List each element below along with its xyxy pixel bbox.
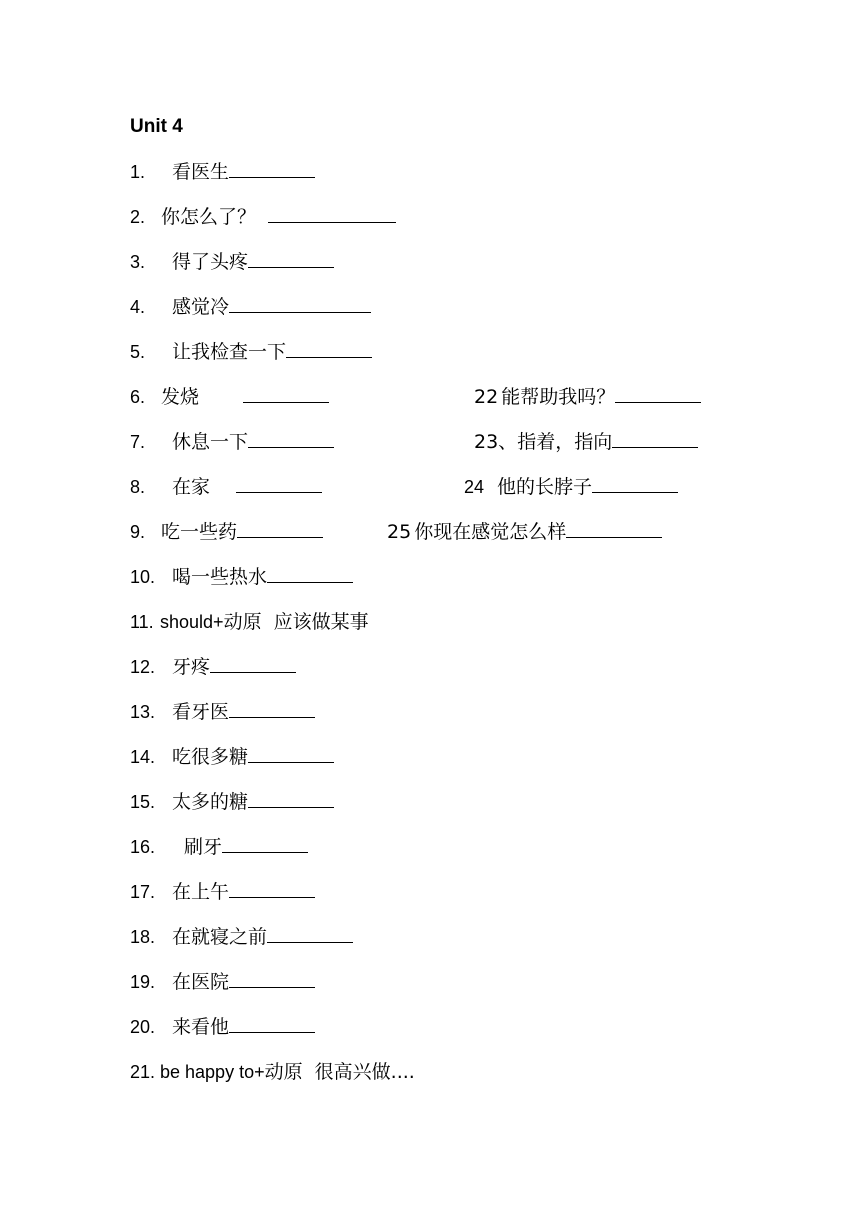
item-number: 5. <box>130 342 146 362</box>
item-number: 1. <box>130 162 146 182</box>
item-text: 牙疼 <box>172 656 211 678</box>
list-item <box>130 1014 315 1040</box>
item-number: 24 <box>464 477 485 497</box>
answer-blank[interactable] <box>248 744 334 763</box>
item-number: 7. <box>130 432 146 452</box>
item-number: 10. <box>130 567 156 587</box>
list-item <box>464 474 678 500</box>
list-item <box>130 159 315 185</box>
item-text: 感觉冷 <box>172 296 230 318</box>
answer-blank[interactable] <box>248 429 334 448</box>
item-text: 你怎么了？ <box>161 206 257 228</box>
item-number: 13. <box>130 702 156 722</box>
item-number: 17. <box>130 882 156 902</box>
list-item <box>130 969 315 995</box>
list-item <box>130 294 371 320</box>
list-item <box>130 519 323 545</box>
answer-blank[interactable] <box>267 564 353 583</box>
answer-blank[interactable] <box>229 159 315 178</box>
item-number: 12. <box>130 657 156 677</box>
list-item <box>130 204 396 230</box>
item-text: 看牙医 <box>172 701 230 723</box>
list-item <box>130 699 315 725</box>
item-text: 在医院 <box>172 971 230 993</box>
item-number: 25 <box>387 521 412 543</box>
item-text: 刷牙 <box>184 836 223 858</box>
answer-blank[interactable] <box>248 249 334 268</box>
item-text: 你现在感觉怎么样 <box>414 521 567 543</box>
item-text: 看医生 <box>172 161 230 183</box>
item-text: 休息一下 <box>172 431 249 453</box>
answer-blank[interactable] <box>286 339 372 358</box>
item-number: 3. <box>130 252 146 272</box>
list-item <box>130 429 334 455</box>
answer-blank[interactable] <box>612 429 698 448</box>
item-text: 来看他 <box>172 1016 230 1038</box>
answer-blank[interactable] <box>615 384 701 403</box>
item-number: 22 <box>474 386 499 408</box>
answer-blank[interactable] <box>267 924 353 943</box>
item-text: 在家 <box>172 476 211 498</box>
item-number: 4. <box>130 297 146 317</box>
item-number: 2. <box>130 207 146 227</box>
answer-blank[interactable] <box>237 519 323 538</box>
answer-blank[interactable] <box>229 879 315 898</box>
answer-blank[interactable] <box>236 474 322 493</box>
answer-blank[interactable] <box>222 834 308 853</box>
item-text: 让我检查一下 <box>172 341 287 363</box>
list-item <box>130 654 296 680</box>
item-text: 发烧 <box>161 386 200 408</box>
item-text: 能帮助我吗？ <box>501 386 616 408</box>
list-item <box>130 924 353 950</box>
item-number: 8. <box>130 477 146 497</box>
list-item <box>130 249 334 275</box>
answer-blank[interactable] <box>566 519 662 538</box>
list-item <box>130 384 329 410</box>
item-text: 指着，指向 <box>517 431 613 453</box>
answer-blank[interactable] <box>248 789 334 808</box>
item-number: 19. <box>130 972 156 992</box>
answer-blank[interactable] <box>592 474 678 493</box>
item-number: 16. <box>130 837 156 857</box>
answer-blank[interactable] <box>229 294 371 313</box>
answer-blank[interactable] <box>243 384 329 403</box>
list-item <box>130 339 372 365</box>
item-number: 15. <box>130 792 156 812</box>
item-number: 6. <box>130 387 146 407</box>
item-text: 在上午 <box>172 881 230 903</box>
item-text: 喝一些热水 <box>172 566 268 588</box>
list-item <box>130 789 334 815</box>
item-text: 动原 应该做某事 <box>223 611 369 633</box>
item-text: 得了头疼 <box>172 251 249 273</box>
item-text-en: be happy to+ <box>160 1062 265 1082</box>
list-item <box>130 834 308 860</box>
item-text: 动原 很高兴做.... <box>264 1061 415 1083</box>
item-text: 太多的糖 <box>172 791 249 813</box>
item-text-en: should+ <box>160 612 224 632</box>
item-text: 他的长脖子 <box>497 476 593 498</box>
item-number: 11. <box>130 612 154 632</box>
list-item <box>130 744 334 770</box>
list-item <box>387 519 662 545</box>
item-text: 吃一些药 <box>161 521 238 543</box>
answer-blank[interactable] <box>268 204 396 223</box>
item-number: 14. <box>130 747 156 767</box>
item-number: 18. <box>130 927 156 947</box>
list-item <box>130 564 353 590</box>
item-number: 9. <box>130 522 146 542</box>
answer-blank[interactable] <box>210 654 296 673</box>
unit-title: Unit 4 <box>130 116 183 137</box>
list-item <box>130 879 315 905</box>
item-number: 23、 <box>474 431 518 453</box>
answer-blank[interactable] <box>229 699 315 718</box>
answer-blank[interactable] <box>229 1014 315 1033</box>
item-number: 21. <box>130 1062 156 1082</box>
item-text: 在就寝之前 <box>172 926 268 948</box>
list-item <box>130 609 369 635</box>
list-item <box>474 429 698 455</box>
item-number: 20. <box>130 1017 156 1037</box>
list-item <box>474 384 701 410</box>
answer-blank[interactable] <box>229 969 315 988</box>
item-text: 吃很多糖 <box>172 746 249 768</box>
list-item <box>130 1059 415 1085</box>
list-item <box>130 474 322 500</box>
